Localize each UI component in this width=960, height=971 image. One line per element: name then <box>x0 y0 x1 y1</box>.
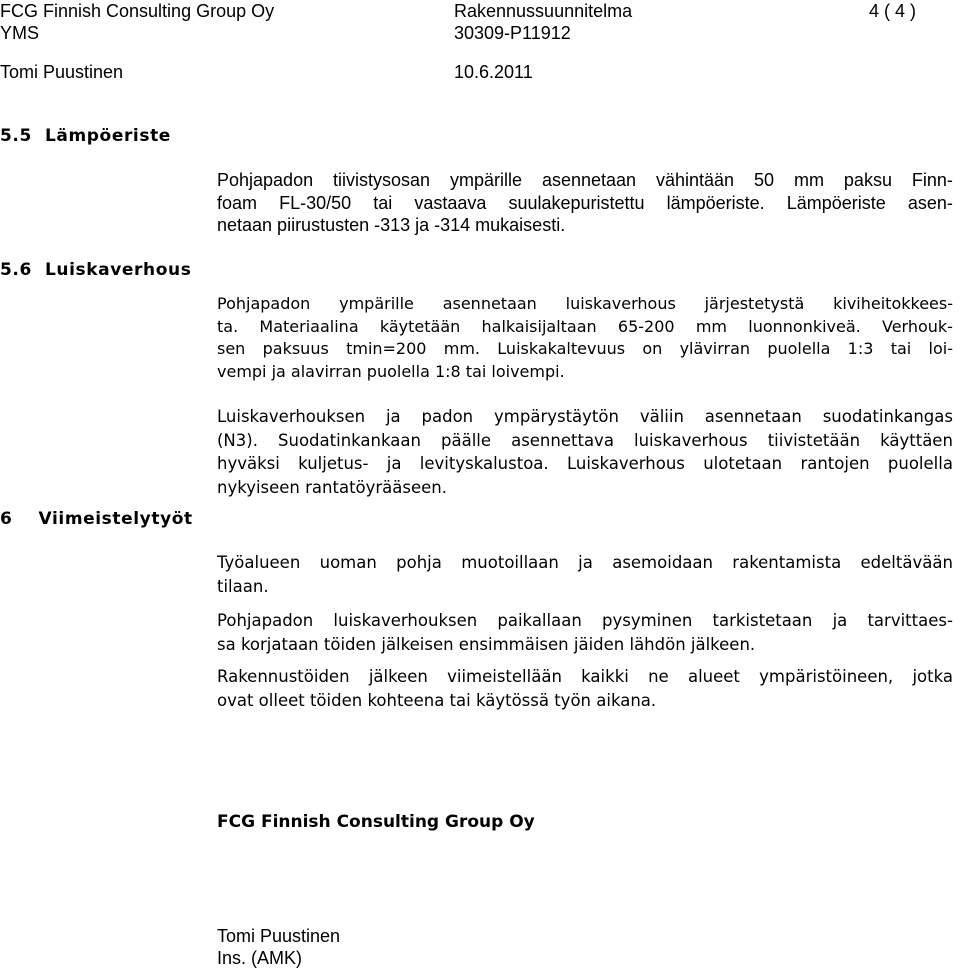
signature-company: FCG Finnish Consulting Group Oy <box>217 812 535 832</box>
header-date: 10.6.2011 <box>454 62 533 82</box>
text-line: ta. Materiaalina käytetään halkaisijaltaan 65-200 mm luonnonkiveä. Verhouk- <box>217 316 953 336</box>
text-line: foam FL-30/50 tai vastaava suulakepuristettu lämpöeriste. Lämpöeriste asen- <box>217 192 953 213</box>
paragraph-viimeistely-1 <box>217 551 953 598</box>
header-doc-title: Rakennussuunnitelma <box>454 1 633 21</box>
heading-5-5-lampoeriste: 5.5 Lämpöeriste <box>0 126 171 146</box>
header-page-number: 4 ( 4 ) <box>869 1 917 21</box>
text-line: sen paksuus tmin=200 mm. Luiskakaltevuus on ylävirran puolella 1:3 tai loi- <box>217 339 953 358</box>
paragraph-viimeistely-2 <box>217 609 953 656</box>
paragraph-luiskaverhous-2 <box>217 405 953 499</box>
text-line: Työalueen uoman pohja muotoillaan ja asemoidaan rakentamista edeltävään <box>217 553 953 572</box>
text-line: Pohjapadon luiskaverhouksen paikallaan pysyminen tarkistetaan ja tarvittaes- <box>217 611 953 630</box>
text-line: hyväksi kuljetus- ja levityskalustoa. Luiskaverhous ulotetaan rantojen puolella <box>217 454 953 473</box>
text-line: sa korjataan töiden jälkeisen ensimmäisen jäiden lähdön jälkeen. <box>217 634 756 654</box>
text-line: vempi ja alavirran puolella 1:8 tai loivempi. <box>217 361 565 381</box>
text-line: Pohjapadon ympärille asennetaan luiskaverhous järjestetystä kiviheitokkees- <box>217 294 953 313</box>
header-author: Tomi Puustinen <box>0 62 124 82</box>
text-line: tilaan. <box>217 576 269 596</box>
text-line: Luiskaverhouksen ja padon ympärystäytön väliin asennetaan suodatinkangas <box>217 407 953 426</box>
signature-name: Tomi Puustinen <box>217 926 341 946</box>
paragraph-viimeistely-3 <box>217 665 953 712</box>
signature-title: Ins. (AMK) <box>217 948 303 968</box>
text-line: nykyiseen rantatöyrääseen. <box>217 477 448 497</box>
header-unit: YMS <box>0 23 40 43</box>
text-line: (N3). Suodatinkankaan päälle asennettava luiskaverhous tiivistetään käyttäen <box>217 430 953 450</box>
header-doc-number: 30309-P11912 <box>454 23 571 43</box>
heading-5-6-luiskaverhous: 5.6 Luiskaverhous <box>0 260 192 280</box>
header-company: FCG Finnish Consulting Group Oy <box>0 1 275 21</box>
text-line: ovat olleet töiden kohteena tai käytössä työn aikana. <box>217 690 657 710</box>
paragraph-luiskaverhous-1 <box>217 293 953 383</box>
text-line: Rakennustöiden jälkeen viimeistellään kaikki ne alueet ympäristöineen, jotka <box>217 667 953 686</box>
paragraph-lampoeriste <box>217 169 953 237</box>
text-line: netaan piirustusten -313 ja -314 mukaisesti. <box>217 215 566 235</box>
heading-6-viimeistelytyot: 6 Viimeistelytyöt <box>0 509 193 529</box>
text-line: Pohjapadon tiivistysosan ympärille asennetaan vähintään 50 mm paksu Finn- <box>217 170 953 190</box>
